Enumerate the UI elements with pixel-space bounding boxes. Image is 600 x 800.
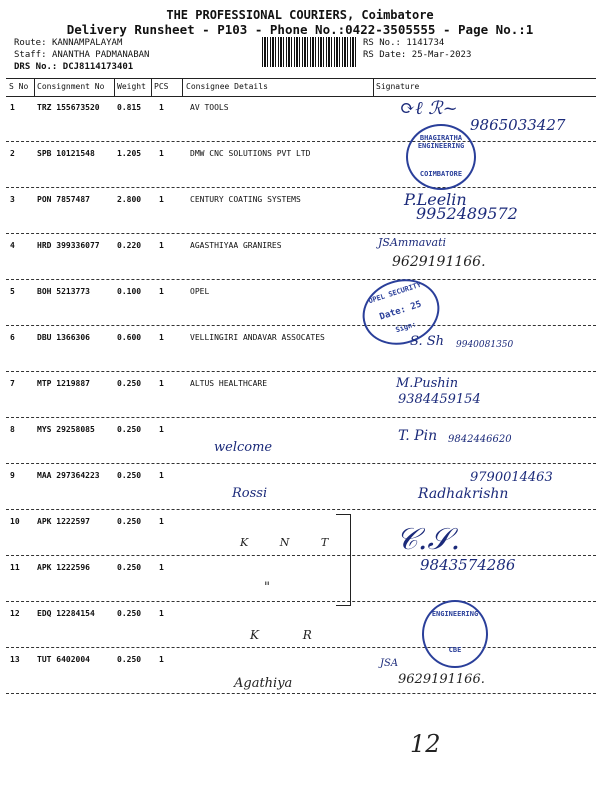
row-consignment: TRZ 155673520	[37, 103, 100, 112]
row-pcs: 1	[159, 517, 164, 526]
route-label: Route:	[14, 38, 47, 48]
row-sno: 1	[10, 103, 15, 112]
row-pcs: 1	[159, 563, 164, 572]
handwritten-phone-row-4: 9629191166.	[392, 254, 486, 270]
staff-line	[14, 50, 149, 61]
stamp-text-top: BHAGIRATHA ENGINEERING	[417, 134, 465, 150]
row-pcs: 1	[159, 609, 164, 618]
row-weight: 0.250	[117, 379, 142, 388]
handwritten-consignee-row-12: K R	[250, 628, 332, 642]
header-consignment: Consignment No	[37, 82, 105, 91]
row-pcs: 1	[159, 379, 164, 388]
row-sno: 12	[10, 609, 20, 618]
staff-label: Staff:	[14, 50, 47, 60]
row-weight: 0.250	[117, 655, 142, 664]
handwritten-page-mark: 12	[410, 730, 441, 758]
row-sno: 4	[10, 241, 15, 250]
row-consignee: DMW CNC SOLUTIONS PVT LTD	[190, 149, 311, 158]
header-weight: Weight	[117, 82, 146, 91]
rs-date-line	[363, 50, 471, 61]
handwritten-signature-row-9: Radhakrishn	[418, 486, 509, 502]
row-consignment: BOH 5213773	[37, 287, 90, 296]
handwritten-phone-row-8: 9842446620	[448, 434, 512, 445]
col-divider	[114, 78, 115, 96]
handwritten-signature-row-7: M.Pushin	[396, 376, 459, 391]
row-consignee: ALTUS HEALTHCARE	[190, 379, 268, 388]
row-weight: 0.250	[117, 471, 142, 480]
row-sno: 5	[10, 287, 15, 296]
table-row	[6, 142, 596, 188]
handwritten-phone-row-1: 9865033427	[470, 116, 566, 134]
row-sno: 10	[10, 517, 20, 526]
row-consignee: VELLINGIRI ANDAVAR ASSOCATES	[190, 333, 325, 342]
stamp-text-bottom: CBE	[448, 646, 462, 654]
row-weight: 2.800	[117, 195, 142, 204]
row-weight: 1.205	[117, 149, 142, 158]
stamp-text-sign: Sign:	[394, 320, 418, 335]
row-pcs: 1	[159, 655, 164, 664]
handwritten-consignee-row-9: Rossi	[232, 486, 268, 501]
row-consignment: DBU 1366306	[37, 333, 90, 342]
row-sno: 7	[10, 379, 15, 388]
row-weight: 0.250	[117, 563, 142, 572]
handwritten-ditto-row-11: "	[264, 580, 270, 595]
rs-no-label: RS No.:	[363, 38, 401, 48]
handwritten-consignee-row-8: welcome	[214, 440, 273, 455]
route-value: KANNAMPALAYAM	[51, 38, 123, 48]
route-line	[14, 38, 122, 49]
stamp-text-bottom: COIMBATORE	[419, 170, 463, 178]
col-divider	[373, 78, 374, 96]
row-pcs: 1	[159, 471, 164, 480]
row-sno: 2	[10, 149, 15, 158]
table-row	[6, 280, 596, 326]
stamp-text-top: ENGINEERING	[431, 610, 479, 618]
row-sno: 11	[10, 563, 20, 572]
row-weight: 0.250	[117, 517, 142, 526]
barcode	[262, 37, 358, 67]
staff-value: ANANTHA PADMANABAN	[51, 50, 150, 60]
handwritten-signature-row-13: JSA	[380, 658, 399, 669]
company-stamp-row-12	[422, 600, 488, 668]
handwritten-phone-row-3: 9952489572	[416, 204, 518, 223]
bracket-rows-10-11	[336, 514, 351, 606]
row-consignment: SPB 10121548	[37, 149, 95, 158]
stamp-text-date: Date: 25	[378, 299, 423, 323]
table-row	[6, 648, 596, 694]
company-title: THE PROFESSIONAL COURIERS, Coimbatore	[166, 8, 434, 22]
header-signature: Signature	[376, 82, 420, 91]
row-pcs: 1	[159, 195, 164, 204]
rs-no-line	[363, 38, 444, 49]
row-sno: 8	[10, 425, 15, 434]
handwritten-consignee-row-10: K N T	[240, 536, 343, 549]
row-weight: 0.250	[117, 425, 142, 434]
handwritten-signature-row-4: JSAmmavati	[378, 236, 447, 249]
row-weight: 0.250	[117, 609, 142, 618]
handwritten-phone-row-11: 9843574286	[420, 556, 516, 574]
handwritten-signature-row-3: P.Leelin	[404, 190, 467, 209]
row-sno: 6	[10, 333, 15, 342]
row-consignment: TUT 6402004	[37, 655, 90, 664]
row-weight: 0.600	[117, 333, 142, 342]
col-divider	[34, 78, 35, 96]
row-consignment: MYS 29258085	[37, 425, 95, 434]
drs-value: DCJ8114173401	[62, 62, 134, 72]
row-consignment: PON 7857487	[37, 195, 90, 204]
handwritten-phone-row-9: 9790014463	[470, 470, 553, 485]
table-top-rule	[6, 78, 596, 79]
handwritten-phone-row-6: 9940081350	[456, 340, 514, 350]
row-pcs: 1	[159, 103, 164, 112]
signature-scrawl-row-1: ⟳ℓ ℛ~	[400, 98, 458, 119]
row-consignment: APK 1222597	[37, 517, 90, 526]
row-pcs: 1	[159, 425, 164, 434]
header-consignee: Consignee Details	[186, 82, 268, 91]
row-divider	[6, 693, 596, 694]
rs-date-value: 25-Mar-2023	[411, 50, 472, 60]
row-consignment: APK 1222596	[37, 563, 90, 572]
row-sno: 13	[10, 655, 20, 664]
row-consignment: MTP 1219887	[37, 379, 90, 388]
row-consignment: HRD 399336077	[37, 241, 100, 250]
row-pcs: 1	[159, 287, 164, 296]
row-consignment: MAA 297364223	[37, 471, 100, 480]
table-row	[6, 234, 596, 280]
header-pcs: PCS	[154, 82, 169, 91]
runsheet-title: Delivery Runsheet - P103 - Phone No.:0422-3505555 - Page No.:1	[66, 22, 534, 37]
row-sno: 3	[10, 195, 15, 204]
table-row	[6, 372, 596, 418]
row-pcs: 1	[159, 333, 164, 342]
handwritten-signature-row-6: S. Sh	[410, 334, 444, 349]
row-consignee: OPEL	[190, 287, 210, 296]
handwritten-signature-row-8: T. Pin	[398, 428, 438, 444]
row-consignee: CENTURY COATING SYSTEMS	[190, 195, 301, 204]
row-weight: 0.100	[117, 287, 142, 296]
stamp-text-top: OPEL SECURITY	[367, 280, 423, 306]
row-consignee: AGASTHIYAA GRANIRES	[190, 241, 282, 250]
company-stamp-row-2	[406, 124, 476, 190]
rs-no-value: 1141734	[406, 38, 445, 48]
table-row	[6, 510, 596, 556]
row-pcs: 1	[159, 241, 164, 250]
row-weight: 0.220	[117, 241, 142, 250]
drs-line	[14, 62, 133, 73]
signature-scrawl-row-10: 𝒞.𝒮.	[396, 522, 461, 557]
row-consignment: EDQ 12284154	[37, 609, 95, 618]
handwritten-phone-row-13: 9629191166.	[398, 672, 485, 687]
handwritten-phone-row-7: 9384459154	[398, 392, 481, 407]
row-sno: 9	[10, 471, 15, 480]
row-consignee: AV TOOLS	[190, 103, 229, 112]
header-sno: S No	[9, 82, 29, 91]
drs-label: DRS No.:	[14, 62, 58, 72]
row-pcs: 1	[159, 149, 164, 158]
col-divider	[182, 78, 183, 96]
col-divider	[151, 78, 152, 96]
handwritten-consignee-row-13: Agathiya	[234, 676, 293, 691]
rs-date-label: RS Date:	[363, 50, 407, 60]
row-weight: 0.815	[117, 103, 142, 112]
